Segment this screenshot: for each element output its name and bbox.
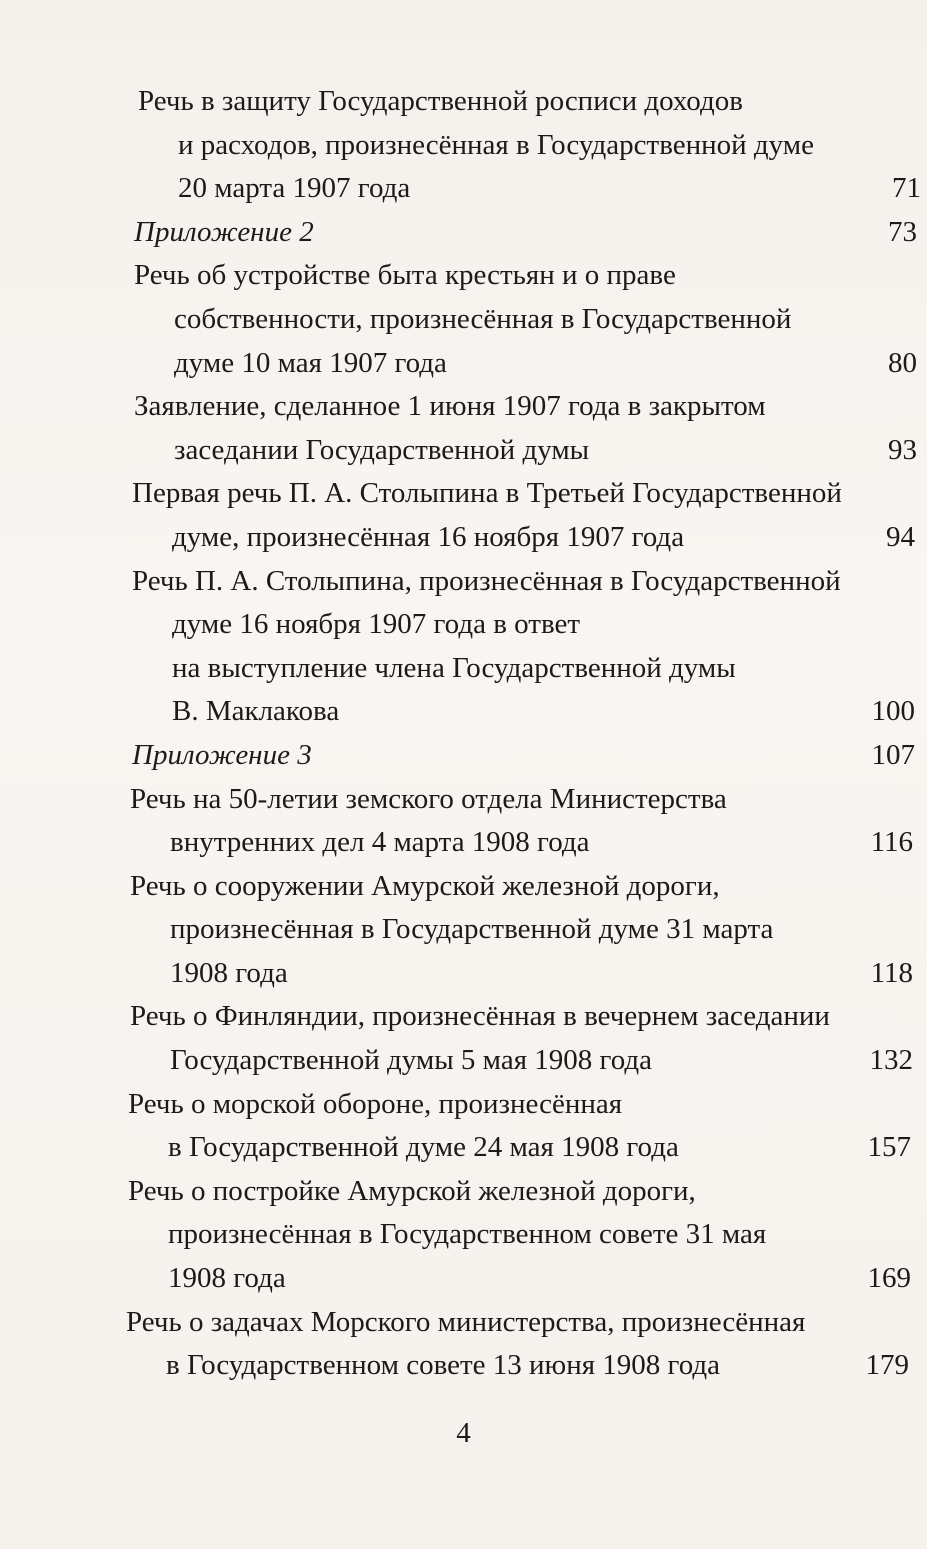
toc-entry-continuation: внутренних дел 4 марта 1908 года bbox=[170, 826, 590, 859]
toc-page-number: 118 bbox=[870, 956, 913, 989]
toc-entry-title: Речь в защиту Государственной росписи доходов bbox=[138, 85, 743, 117]
toc-entry bbox=[132, 734, 915, 778]
table-of-contents bbox=[124, 80, 921, 1388]
toc-entry-title: Речь о сооружении Амурской железной дороги, bbox=[130, 869, 720, 902]
toc-entry-continuation: думе, произнесённая 16 ноября 1907 года bbox=[172, 520, 685, 553]
toc-entry-title: Приложение 3 bbox=[132, 738, 312, 771]
toc-entry bbox=[128, 1083, 911, 1170]
toc-entry-continuation: 1908 года bbox=[168, 1262, 286, 1295]
toc-entry-title: Заявление, сделанное 1 июня 1907 года в закрытом bbox=[134, 390, 766, 423]
toc-entry bbox=[132, 472, 915, 559]
toc-entry-continuation: и расходов, произнесённая в Государственной думе bbox=[178, 128, 815, 161]
toc-page-number: 107 bbox=[871, 738, 915, 771]
toc-entry-title: Речь о постройке Амурской железной дороги, bbox=[128, 1174, 696, 1207]
toc-entry-continuation: 20 марта 1907 года bbox=[178, 172, 411, 205]
toc-entry bbox=[128, 1170, 911, 1301]
toc-entry-title: Речь о морской обороне, произнесённая bbox=[128, 1087, 623, 1120]
toc-entry bbox=[130, 778, 913, 865]
toc-entry bbox=[138, 80, 921, 211]
toc-entry bbox=[134, 211, 917, 255]
toc-entry-title: Приложение 2 bbox=[134, 215, 314, 248]
toc-page-number: 93 bbox=[888, 433, 917, 466]
toc-page-number: 179 bbox=[865, 1349, 909, 1382]
page-number: 4 bbox=[456, 1417, 471, 1449]
toc-page-number: 80 bbox=[888, 346, 917, 379]
toc-page-number: 132 bbox=[869, 1044, 913, 1077]
toc-entry-title: Речь П. А. Столыпина, произнесённая в Государственной bbox=[132, 564, 841, 597]
toc-entry-continuation: на выступление члена Государственной думы bbox=[172, 651, 736, 684]
toc-page-number: 169 bbox=[867, 1262, 911, 1295]
toc-entry-continuation: в Государственной думе 24 мая 1908 года bbox=[168, 1131, 679, 1164]
toc-page-number: 73 bbox=[888, 215, 917, 248]
toc-entry-continuation: заседании Государственной думы bbox=[174, 433, 590, 466]
toc-entry bbox=[134, 254, 917, 385]
toc-entry-continuation: 1908 года bbox=[170, 956, 288, 989]
toc-entry-continuation: произнесённая в Государственной думе 31 марта bbox=[170, 913, 774, 946]
toc-entry bbox=[130, 995, 913, 1082]
toc-entry-title: Речь об устройстве быта крестьян и о праве bbox=[134, 259, 676, 292]
toc-page-number: 157 bbox=[867, 1131, 911, 1164]
toc-entry-continuation: В. Маклакова bbox=[172, 695, 340, 728]
toc-page-number: 116 bbox=[870, 826, 913, 859]
toc-entry bbox=[132, 560, 915, 734]
toc-page-number: 71 bbox=[892, 172, 921, 205]
toc-entry-continuation: собственности, произнесённая в Государственной bbox=[174, 302, 792, 335]
toc-entry bbox=[134, 385, 917, 472]
toc-entry-continuation: произнесённая в Государственном совете 31 мая bbox=[168, 1218, 767, 1251]
toc-entry-title: Речь о задачах Морского министерства, произнесённая bbox=[126, 1305, 806, 1338]
toc-entry bbox=[126, 1301, 907, 1388]
toc-entry bbox=[130, 865, 913, 996]
toc-entry-continuation: думе 10 мая 1907 года bbox=[174, 346, 447, 379]
toc-entry-continuation: думе 16 ноября 1907 года в ответ bbox=[172, 608, 581, 641]
toc-page-number: 94 bbox=[886, 520, 915, 553]
toc-entry-title: Речь на 50-летии земского отдела Министерства bbox=[130, 782, 727, 815]
toc-entry-continuation: Государственной думы 5 мая 1908 года bbox=[170, 1044, 653, 1077]
toc-entry-title: Первая речь П. А. Столыпина в Третьей Государственной bbox=[132, 477, 842, 510]
toc-entry-continuation: в Государственном совете 13 июня 1908 года bbox=[166, 1349, 721, 1382]
toc-entry-title: Речь о Финляндии, произнесённая в вечернем заседании bbox=[130, 1000, 830, 1033]
toc-page-number: 100 bbox=[871, 695, 915, 728]
